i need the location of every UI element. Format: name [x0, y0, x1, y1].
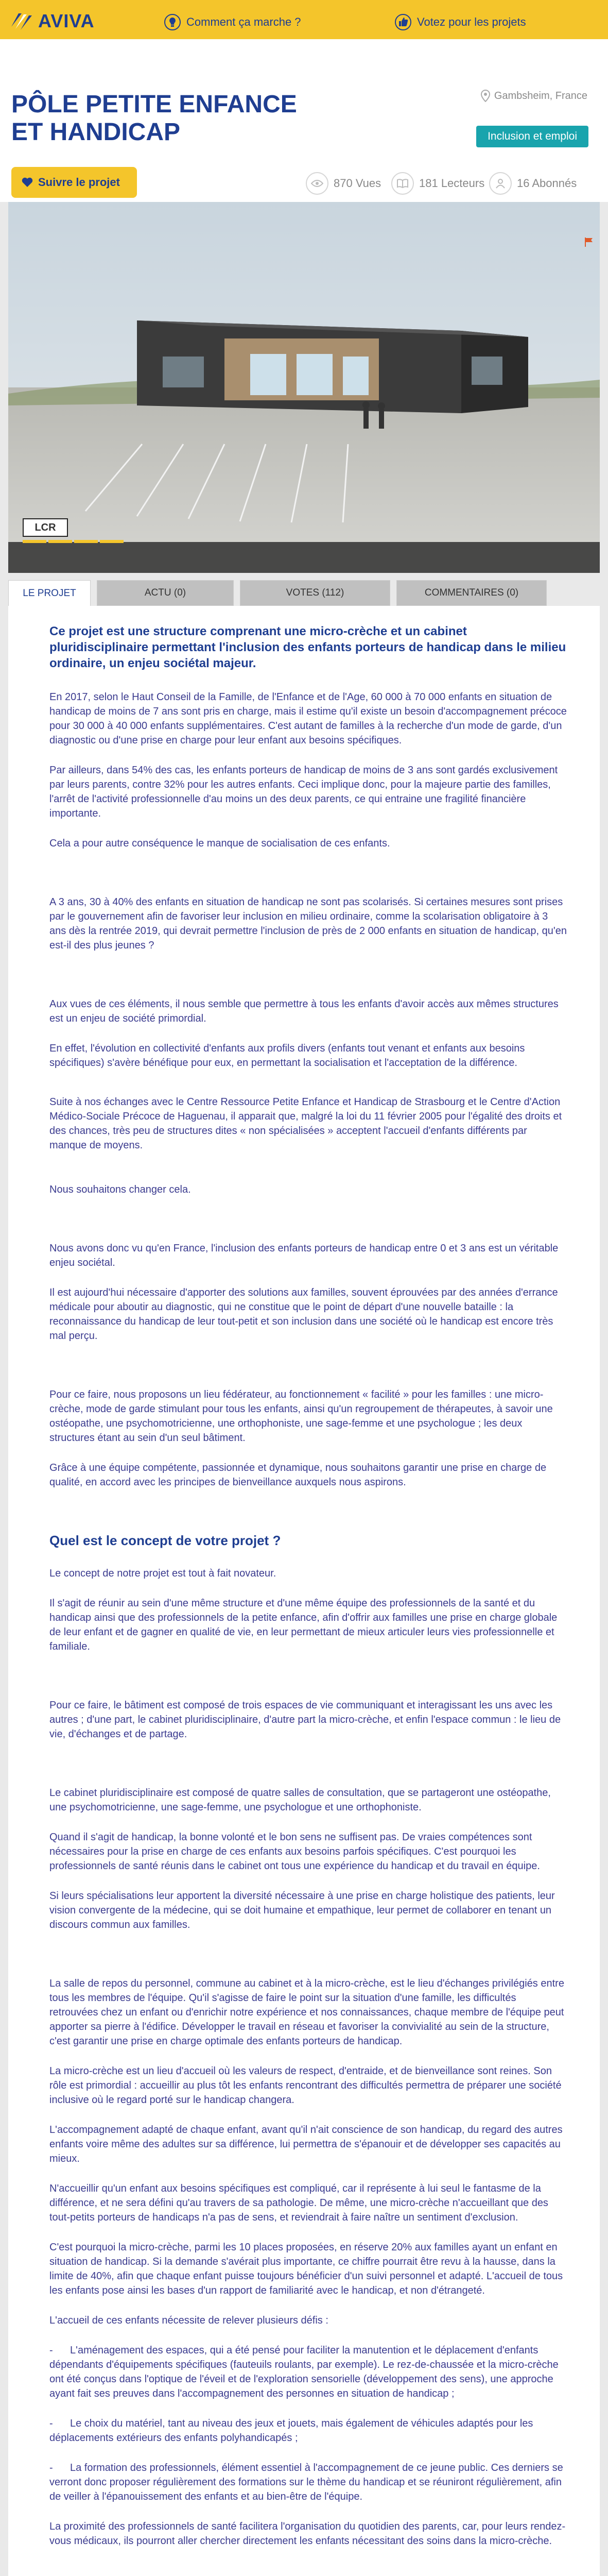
paragraph: La micro-crèche est un lieu d'accueil où les valeurs de respect, d'entraide, et de bienveillance sont reines. Son rôle est primordial : accueillir au plus tôt les enfants rencontrant des difficultés permettra de préparer une société inclusive où le regard porté sur le handicap changera.	[49, 2065, 562, 2106]
project-header	[0, 39, 608, 202]
building-render-image	[8, 202, 600, 573]
user-icon	[489, 172, 512, 195]
list-dash: -	[49, 2462, 70, 2473]
stat-followers-text: 16 Abonnés	[517, 177, 577, 190]
paragraph: Nous souhaitons changer cela.	[49, 1184, 191, 1195]
gallery-indicator[interactable]	[48, 540, 72, 543]
project-tabs	[8, 580, 600, 606]
list-dash: -	[49, 2345, 70, 2356]
paragraph: Le cabinet pluridisciplinaire est composé de quatre salles de consultation, que se partageront une ostéopathe, une psychomotricienne, une sage-femme, une psychologue et une orthophoniste.	[49, 1787, 551, 1813]
stat-readers	[391, 172, 484, 195]
list-item: - L'aménagement des espaces, qui a été pensé pour faciliter la manutention et le déplacement d'enfants dépendants d'équipements spécifiques (fauteuils roulants, par exemple). Le rez-de-chaussée et la micro-crèche ont été conçus dans l'optique de l'éveil et de l'exploration sensorielle (développement des sens), une approche ayant fait ses preuves dans l'accompagnement des personnes en situation de handicap ;	[49, 2345, 559, 2399]
paragraph: Cela a pour autre conséquence le manque de socialisation de ces enfants.	[49, 838, 390, 849]
list-item: - La formation des professionnels, élément essentiel à l'accompagnement de ce jeune public. Ces derniers se verront donc proposer régulièrement des formations sur le thème du handicap et se réuniront régulièrement, afin de veiller à l'épanouissement des enfants et au bien-être de l'équipe.	[49, 2462, 563, 2502]
stat-views-text: 870 Vues	[334, 177, 381, 190]
paragraph: Le concept de notre projet est tout à fait novateur.	[49, 1568, 276, 1579]
aviva-wordmark: AVIVA	[38, 10, 95, 31]
map-pin-icon	[481, 90, 490, 102]
stat-followers	[489, 172, 577, 195]
aviva-logo[interactable]	[10, 10, 95, 32]
paragraph: Il s'agit de réunir au sein d'une même structure et d'une même équipe des professionnels de la santé et du handicap ainsi que des professionnels de la petite enfance, afin d'offrir aux familles une prise en charge globale de leur enfant et de gagner en qualité de vie, en leur permettant de mieux articuler leurs vies professionnelle et familiale.	[49, 1598, 558, 1652]
project-location	[481, 90, 587, 102]
list-item: - Le choix du matériel, tant au niveau des jeux et jouets, mais également de véhicules adaptés pour les déplacements extérieurs des enfants polyhandicapés ;	[49, 2418, 533, 2444]
follow-project-button[interactable]	[11, 167, 137, 198]
gallery-indicator[interactable]	[74, 540, 98, 543]
gallery-indicator[interactable]	[23, 540, 46, 543]
paragraph: Nous avons donc vu qu'en France, l'inclusion des enfants porteurs de handicap entre 0 et 3 ans est un véritable enjeu sociétal.	[49, 1243, 559, 1268]
page-title: PÔLE PETITE ENFANCE ET HANDICAP	[11, 91, 297, 146]
paragraph: Pour ce faire, nous proposons un lieu fédérateur, au fonctionnement « facilité » pour les familles : une micro-crèche, mode de garde stimulant pour tous les enfants, ainsi qu'un regroupement de thérapeutes, à savoir une ostéopathe, une psychomotricienne, une orthophoniste, une sage-femme et une psychologue ; les deux structures étant au sein d'un seul bâtiment.	[49, 1389, 553, 1444]
project-description	[8, 606, 600, 2576]
image-gallery-indicators[interactable]	[23, 540, 124, 543]
eye-icon	[306, 172, 328, 195]
list-dash: -	[49, 2418, 70, 2429]
aviva-logo-mark-icon	[10, 11, 33, 31]
paragraph: Quand il s'agit de handicap, la bonne volonté et le bon sens ne suffisent pas. De vraies compétences sont nécessaires pour la prise en charge de ces enfants aux besoins parfois spécifiques. C'est pourquoi les professionnels de santé réunis dans le cabinet ont tous une expérience du handicap et du travail en équipe.	[49, 1832, 540, 1872]
paragraph: Il est aujourd'hui nécessaire d'apporter des solutions aux familles, souvent éprouvées par des années d'errance médicale pour aboutir au diagnostic, qui ne constitue que le point de départ d'une nouvelle bataille : la reconnaissance du handicap de leur tout-petit et son inclusion dans une société où le handicap est encore très mal perçu.	[49, 1287, 558, 1342]
paragraph: Suite à nos échanges avec le Centre Ressource Petite Enfance et Handicap de Strasbourg et le Centre d'Action Médico-Sociale Précoce de Haguenau, il apparait que, malgré la loi du 11 février 2005 pour l'égalité des droits et des chances, très peu de structures dites « non spécialisées » acceptent l'accueil d'enfants différents par manque de moyens.	[49, 1096, 562, 1151]
paragraph: A 3 ans, 30 à 40% des enfants en situation de handicap ne sont pas scolarisés. Si certaines mesures sont prises par le gouvernement afin de favoriser leur inclusion en milieu ordinaire, comme la scolarisation obligatoire à 3 ans dès la rentrée 2019, qui devrait permettre l'inclusion de près de 2 000 enfants en situation de handicap, qu'en est-il des plus jeunes ?	[49, 896, 567, 951]
paragraph: N'accueillir qu'un enfant aux besoins spécifiques est compliqué, car il représente à lui seul le fantasme de la différence, et ne sera défini qu'au travers de sa pathologie. De même, une micro-crèche n'accueillant que des tout-petits porteurs de handicaps n'a pas de sens, et reviendrait à faire naître un sentiment d'exclusion.	[49, 2183, 548, 2223]
paragraph: L'accueil de ces enfants nécessite de relever plusieurs défis :	[49, 2315, 328, 2326]
lcr-badge: LCR	[23, 518, 68, 537]
stat-readers-text: 181 Lecteurs	[419, 177, 485, 190]
paragraph: La proximité des professionnels de santé facilitera l'organisation du quotidien des parents, car, pour leurs rendez-vous médicaux, ils pourront aller chercher directement les enfants nécessitant des soins dans la micro-crèche.	[49, 2521, 566, 2547]
project-lead: Ce projet est une structure comprenant une micro-crèche et un cabinet pluridisciplinaire permettant l'inclusion des enfants porteurs de handicap dans le milieu ordinaire, un enjeu sociétal majeur.	[49, 624, 566, 670]
paragraph: En effet, l'évolution en collectivité d'enfants aux profils divers (enfants tout venant et enfants aux besoins spécifiques) s'avère bénéfique pour eux, en permettant la socialisation et l'acceptation de la différence.	[49, 1043, 525, 1069]
section-heading-concept: Quel est le concept de votre projet ?	[49, 1533, 281, 1548]
tab-project[interactable]: LE PROJET	[8, 580, 91, 606]
heart-icon	[22, 177, 33, 188]
paragraph: Aux vues de ces éléments, il nous semble que permettre à tous les enfants d'avoir accès aux mêmes structures est un enjeu de société primordial.	[49, 998, 559, 1024]
paragraph: Par ailleurs, dans 54% des cas, les enfants porteurs de handicap de moins de 3 ans sont gardés exclusivement par leurs parents, contre 32% pour les autres enfants. Ceci implique donc, pour la majeure partie des familles, l'arrêt de l'activité professionnelle d'au moins un des deux parents, ce qui entraine une fragilité financière importante.	[49, 765, 558, 819]
tab-votes[interactable]: VOTES (112)	[240, 580, 390, 606]
gallery-indicator[interactable]	[100, 540, 124, 543]
paragraph: En 2017, selon le Haut Conseil de la Famille, de l'Enfance et de l'Age, 60 000 à 70 000 enfants en situation de handicap de moins de 7 ans sont pris en charge, mais il estime qu'il existe un besoin d'accompagnement précoce pour 30 000 à 40 000 enfants supplémentaires. C'est autant de familles à la recherche d'un mode de garde, d'un diagnostic ou d'une prise en charge pour leur enfant aux besoins spécifiques.	[49, 691, 567, 746]
paragraph: Si leurs spécialisations leur apportent la diversité nécessaire à une prise en charge holistique des patients, leur vision convergente de la médecine, qui se doit humaine et empathique, leur permet de collaborer en tenant un discours commun aux familles.	[49, 1890, 555, 1930]
nav-vote-projects[interactable]	[394, 13, 526, 31]
nav-how-it-works-label: Comment ça marche ?	[186, 15, 301, 28]
report-flag-icon[interactable]	[584, 237, 594, 250]
paragraph: La salle de repos du personnel, commune au cabinet et à la micro-crèche, est le lieu d'échanges privilégiés entre tous les membres de l'équipe. Qu'il s'agisse de faire le point sur la situation d'une famille, les difficultés retrouvées chez un enfant ou d'enrichir notre expérience et nos connaissances, chaque membre de l'équipe peut apporter sa pierre à l'édifice. Développer le travail en réseau et favoriser la convivialité au sein de la structure, c'est garantir une prise en charge optimale des enfants porteurs de handicap.	[49, 1978, 564, 2047]
book-icon	[391, 172, 414, 195]
paragraph: Grâce à une équipe compétente, passionnée et dynamique, nous souhaitons garantir une prise en charge de qualité, en accord avec les principes de bienveillance auxquels nous aspirons.	[49, 1462, 547, 1488]
follow-project-label: Suivre le projet	[38, 176, 120, 189]
thumbs-up-icon	[394, 13, 412, 31]
paragraph: L'accompagnement adapté de chaque enfant, avant qu'il n'ait conscience de son handicap, du regard des autres enfants voire même des adultes sur sa différence, lui permettra de s'épanouir et de développer ses capacités au mieux.	[49, 2124, 563, 2164]
stat-views	[306, 172, 381, 195]
tab-news[interactable]: ACTU (0)	[97, 580, 234, 606]
lightbulb-icon	[164, 13, 181, 31]
nav-vote-projects-label: Votez pour les projets	[417, 15, 526, 28]
category-badge[interactable]: Inclusion et emploi	[476, 126, 588, 147]
nav-how-it-works[interactable]	[164, 13, 301, 31]
tab-comments[interactable]: COMMENTAIRES (0)	[396, 580, 547, 606]
paragraph: C'est pourquoi la micro-crèche, parmi les 10 places proposées, en réserve 20% aux familles ayant un enfant en situation de handicap. Si la demande s'avérait plus importante, ce chiffre pourrait être revu à la hausse, dans la limite de 40%, afin que chaque enfant puisse toujours bénéficier d'un suivi personnel et adapté. L'accueil de tous les enfants pose ainsi les bases d'un rapport de familiarité avec le handicap, et non d'étrangeté.	[49, 2242, 563, 2296]
paragraph: Pour ce faire, le bâtiment est composé de trois espaces de vie communiquant et interagissant les uns avec les autres ; d'une part, le cabinet pluridisciplinaire, d'autre part la micro-crèche, et enfin l'espace commun : le lieu de vie, d'échanges et de partage.	[49, 1700, 561, 1740]
project-location-text: Gambsheim, France	[494, 90, 587, 101]
project-hero-image[interactable]	[8, 202, 600, 573]
top-bar	[0, 0, 608, 39]
